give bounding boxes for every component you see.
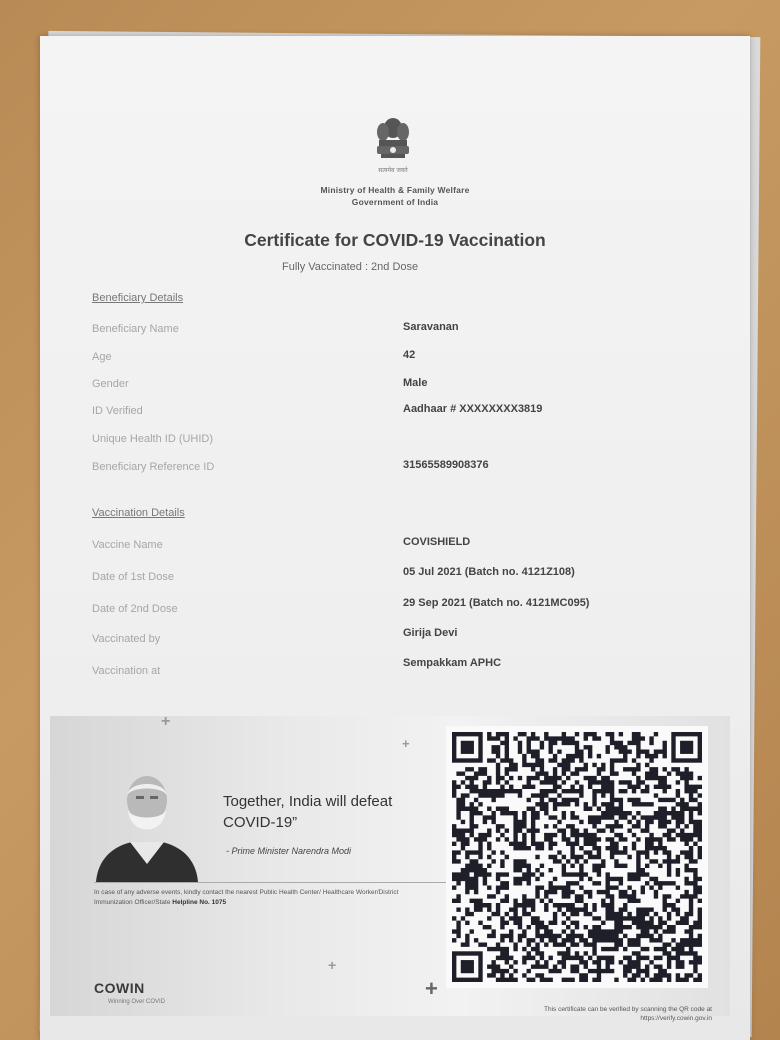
id-verified-label: ID Verified xyxy=(92,405,143,417)
gender-label: Gender xyxy=(92,378,129,390)
second-dose-value: 29 Sep 2021 (Batch no. 4121MC095) xyxy=(403,597,590,609)
helpline-text xyxy=(94,888,414,908)
reference-id-value: 31565589908376 xyxy=(403,459,489,471)
vaccination-heading: Vaccination Details xyxy=(92,507,185,519)
certificate-paper xyxy=(40,36,750,1040)
reference-id-label: Beneficiary Reference ID xyxy=(92,461,215,473)
verify-text xyxy=(472,1005,712,1023)
second-dose-label: Date of 2nd Dose xyxy=(92,603,178,615)
qr-code-frame xyxy=(446,726,708,988)
quote-text xyxy=(223,791,443,833)
certificate-title: Certificate for COVID-19 Vaccination xyxy=(244,230,546,250)
plus-decoration-icon: + xyxy=(402,736,410,751)
ashoka-emblem-icon xyxy=(370,114,416,178)
plus-decoration-icon: + xyxy=(328,957,337,973)
vaccine-name-value: COVISHIELD xyxy=(403,536,471,548)
first-dose-value: 05 Jul 2021 (Batch no. 4121Z108) xyxy=(403,566,575,578)
age-value: 42 xyxy=(403,349,416,361)
vaccinated-by-value: Girija Devi xyxy=(403,627,458,639)
uhid-label: Unique Health ID (UHID) xyxy=(92,433,214,445)
certificate-subtitle: Fully Vaccinated : 2nd Dose xyxy=(282,261,419,273)
vaccination-at-label: Vaccination at xyxy=(92,665,161,677)
age-label: Age xyxy=(92,351,112,363)
id-verified-value: Aadhaar # XXXXXXXX3819 xyxy=(403,403,543,415)
government-name: Government of India xyxy=(351,197,439,207)
gender-value: Male xyxy=(403,377,428,389)
verify-message: This certificate can be verified by scanning the QR code at xyxy=(543,1006,712,1013)
cowin-logo: COWIN xyxy=(94,980,145,996)
first-dose-label: Date of 1st Dose xyxy=(92,571,174,583)
qr-finder-top-right xyxy=(671,732,702,763)
plus-decoration-icon: + xyxy=(425,976,438,1001)
qr-code-icon xyxy=(446,726,708,988)
quote-body: Together, India will defeat COVID-19” xyxy=(223,793,393,831)
qr-modules xyxy=(452,732,702,982)
plus-decoration-icon: + xyxy=(161,713,171,730)
vaccinated-by-label: Vaccinated by xyxy=(92,633,161,645)
helpline-number: Helpline No. 1075 xyxy=(172,899,227,906)
cowin-tagline: Winning Over COVID xyxy=(108,999,166,1005)
emblem-caption: सत्यमेव जयते xyxy=(378,167,408,174)
beneficiary-heading: Beneficiary Details xyxy=(92,292,184,304)
beneficiary-name-label: Beneficiary Name xyxy=(92,323,179,335)
ministry-name: Ministry of Health & Family Welfare xyxy=(320,185,470,195)
qr-finder-bottom-left xyxy=(452,951,483,982)
verify-url: https://verify.cowin.gov.in xyxy=(640,1015,712,1022)
portrait-icon xyxy=(92,770,202,882)
vaccine-name-label: Vaccine Name xyxy=(92,539,163,551)
vaccination-at-value: Sempakkam APHC xyxy=(403,657,502,669)
qr-finder-top-left xyxy=(452,732,483,763)
quote-attribution: - Prime Minister Narendra Modi xyxy=(226,846,352,856)
helpline-message: In case of any adverse events, kindly contact the nearest Public Health Center/ Healthcare Worker/District Immunization Officer/State xyxy=(94,889,399,906)
divider xyxy=(94,882,446,883)
beneficiary-name-value: Saravanan xyxy=(403,321,459,333)
